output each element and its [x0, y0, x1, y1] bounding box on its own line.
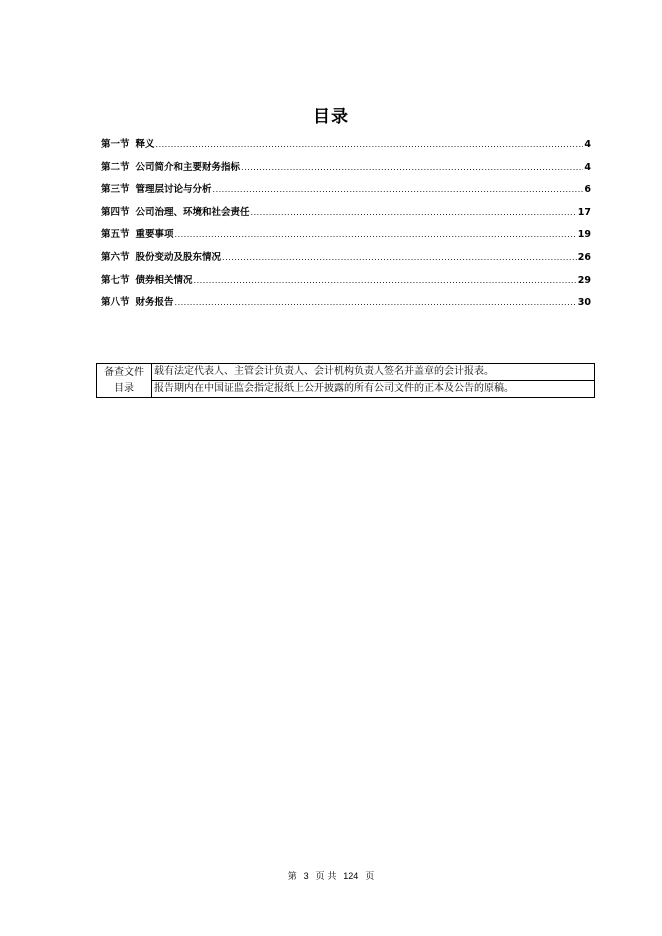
- toc-heading: 财务报告: [135, 297, 174, 309]
- toc-section-number: 第三节: [101, 184, 130, 196]
- page-footer: [0, 869, 662, 882]
- table-row: [97, 364, 595, 381]
- toc-heading: 债券相关情况: [135, 274, 193, 286]
- toc-page-number: 6: [584, 184, 591, 196]
- footer-prefix: 第: [287, 872, 297, 882]
- toc-entry[interactable]: [101, 181, 591, 204]
- footer-middle: 页 共: [315, 872, 337, 882]
- toc-entry[interactable]: [101, 204, 591, 227]
- toc-section-number: 第五节: [101, 229, 130, 241]
- toc-leader-dots: [251, 207, 577, 219]
- toc-title: 目录: [313, 107, 349, 127]
- toc-page-number: 4: [584, 161, 591, 173]
- reference-documents-label: [97, 364, 152, 398]
- toc-page-number: 17: [577, 206, 591, 218]
- toc-heading: 公司治理、环境和社会责任: [135, 206, 250, 218]
- toc-page-number: 29: [577, 274, 591, 286]
- total-pages-number: 124: [343, 871, 359, 881]
- toc-leader-dots: [194, 275, 577, 287]
- toc-section-number: 第八节: [101, 297, 130, 309]
- toc-page-number: 19: [577, 229, 591, 241]
- toc-section-number: 第二节: [101, 161, 130, 173]
- label-line: 目录: [114, 382, 134, 394]
- label-line: 备查文件: [104, 366, 144, 378]
- toc-leader-dots: [175, 229, 577, 241]
- toc-page-number: 4: [584, 139, 591, 150]
- toc-entry[interactable]: [101, 159, 591, 182]
- toc-section-number: 第一节: [101, 139, 130, 150]
- toc-leader-dots: [175, 297, 577, 309]
- toc-section-number: 第七节: [101, 274, 130, 286]
- current-page-number: 3: [303, 871, 309, 881]
- toc-page-number: 26: [577, 251, 591, 263]
- toc-entry[interactable]: [101, 294, 591, 317]
- toc-heading: 重要事项: [135, 229, 174, 241]
- reference-documents-table: [96, 363, 595, 398]
- toc-entry[interactable]: [101, 249, 591, 272]
- table-row: [97, 381, 595, 398]
- reference-document-item: 载有法定代表人、主管会计负责人、会计机构负责人签名并盖章的会计报表。: [152, 364, 595, 381]
- toc-entry[interactable]: [101, 226, 591, 249]
- toc-heading: 释义: [135, 139, 155, 150]
- toc-leader-dots: [213, 184, 584, 196]
- toc-page-number: 30: [577, 297, 591, 309]
- toc-heading: 公司简介和主要财务指标: [135, 161, 241, 173]
- toc-leader-dots: [222, 252, 577, 264]
- footer-suffix: 页: [365, 872, 375, 882]
- toc-leader-dots: [241, 162, 583, 174]
- reference-document-item: 报告期内在中国证监会指定报纸上公开披露的所有公司文件的正本及公告的原稿。: [152, 381, 595, 398]
- toc-entry[interactable]: [101, 136, 591, 159]
- toc-entry[interactable]: [101, 272, 591, 295]
- toc-section-number: 第六节: [101, 251, 130, 263]
- toc-leader-dots: [156, 139, 584, 151]
- toc-heading: 管理层讨论与分析: [135, 184, 212, 196]
- toc-heading: 股份变动及股东情况: [135, 251, 222, 263]
- table-of-contents: [101, 136, 591, 317]
- toc-section-number: 第四节: [101, 206, 130, 218]
